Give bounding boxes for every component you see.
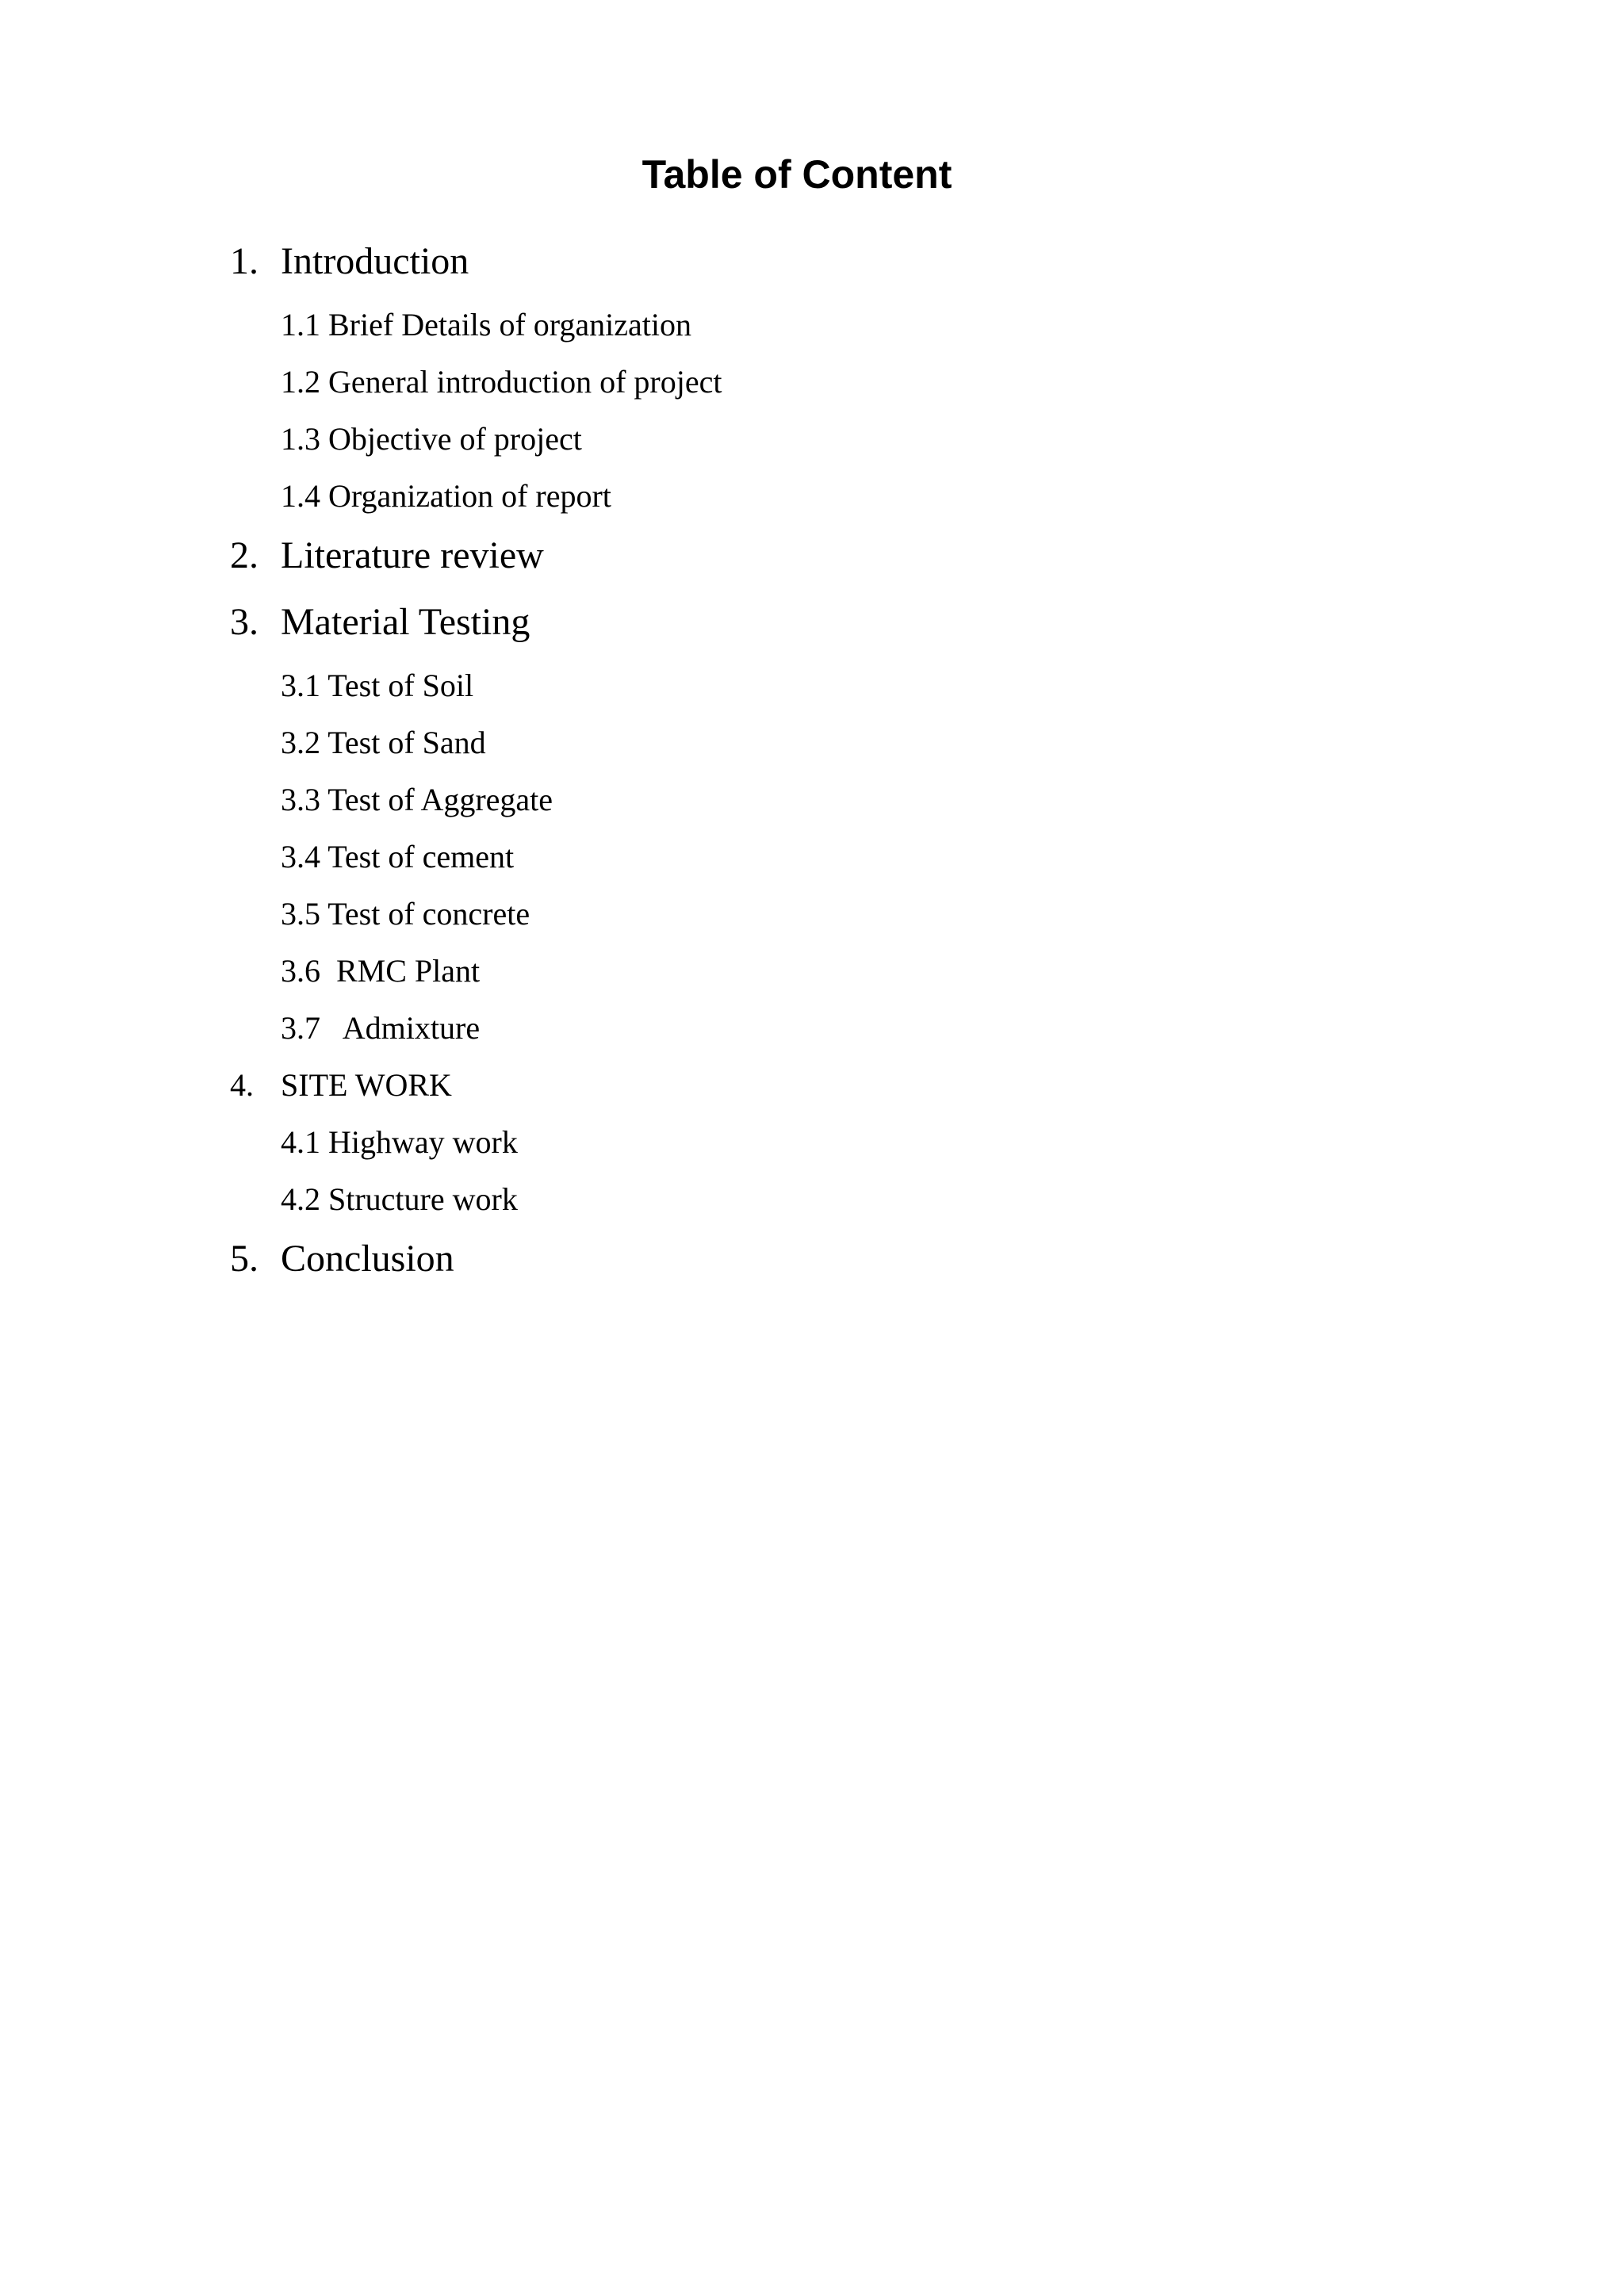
section-title: Conclusion: [281, 1238, 454, 1280]
section-number: 3.: [230, 601, 259, 643]
section-number: 4.: [230, 1067, 254, 1103]
toc-subsection-3-1: 3.1 Test of Soil: [281, 668, 474, 703]
section-title: SITE WORK: [281, 1067, 452, 1103]
section-title: Introduction: [281, 240, 469, 282]
section-number: 1.: [230, 240, 259, 282]
section-number: 5.: [230, 1238, 259, 1280]
section-title: Material Testing: [281, 601, 530, 643]
toc-section-1: [230, 239, 469, 417]
toc-subsection-3-5: 3.5 Test of concrete: [281, 896, 530, 932]
toc-subsection-1-2: 1.2 General introduction of project: [281, 364, 722, 400]
toc-subsection-3-6: 3.6 RMC Plant: [281, 953, 481, 989]
toc-subsection-3-2: 3.2 Test of Sand: [281, 725, 486, 760]
toc-subsection-4-1: 4.1 Highway work: [281, 1124, 518, 1160]
toc-subsection-1-4: 1.4 Organization of report: [281, 478, 611, 514]
toc-subsection-1-3: 1.3 Objective of project: [281, 421, 582, 457]
toc-subsection-3-7: 3.7 Admixture: [281, 1010, 481, 1046]
page-title: Table of Content: [642, 152, 952, 197]
section-title: Literature review: [281, 534, 544, 576]
section-number: 2.: [230, 534, 259, 576]
toc-subsection-3-3: 3.3 Test of Aggregate: [281, 782, 553, 817]
toc-subsection-1-1: 1.1 Brief Details of organization: [281, 307, 692, 342]
toc-subsection-4-2: 4.2 Structure work: [281, 1181, 518, 1217]
toc-section-5: [230, 1237, 454, 1414]
toc-subsection-3-4: 3.4 Test of cement: [281, 839, 515, 874]
